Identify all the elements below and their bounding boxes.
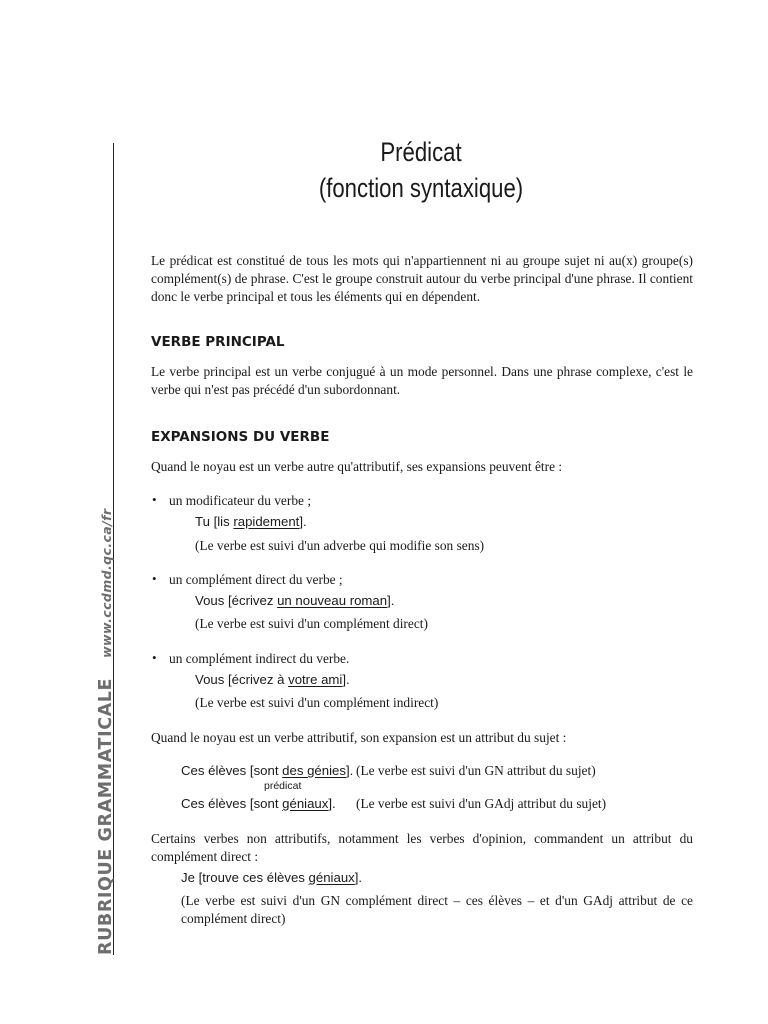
expansions-intro: Quand le noyau est un verbe autre qu'attributif, ses expansions peuvent être : [151,459,563,474]
heading-verbe-principal: VERBE PRINCIPAL [151,334,285,350]
list-item-label: un complément indirect du verbe. [169,651,350,666]
title-line-1: Prédicat [380,137,462,167]
verbe-principal-paragraph: Le verbe principal est un verbe conjugué à un mode personnel. Dans une phrase complexe, c'est le verbe qui n'est pas précédé d'un subordonnant. [151,364,693,397]
bullet-3: • [152,650,157,665]
attributif-intro: Quand le noyau est un verbe attributif, son expansion est un attribut du sujet : [151,730,567,745]
list-item-label: un modificateur du verbe ; [169,493,312,508]
example-sentence: Vous [écrivez un nouveau roman]. [195,593,395,608]
page-title [199,134,643,206]
bullet-2: • [152,571,157,586]
list-item-label: un complément direct du verbe ; [169,572,343,587]
attribut-note-2: (Le verbe est suivi d'un GAdj attribut du sujet) [356,796,607,811]
opinion-example: Je [trouve ces élèves géniaux]. [181,870,363,885]
example-sentence: Tu [lis rapidement]. [195,514,307,529]
intro-paragraph: Le prédicat est constitué de tous les mots qui n'appartiennent ni au groupe sujet ni au(x) groupe(s) complément(s) de phrase. C'est le groupe construit autour du verbe principal d'une phrase. Il contient donc le verbe principal et tous les éléments qui en dépendent. [151,253,693,304]
rubrique-label: RUBRIQUE GRAMMATICALE [96,677,116,955]
example-note: (Le verbe est suivi d'un adverbe qui modifie son sens) [195,538,485,553]
heading-expansions: EXPANSIONS DU VERBE [151,429,330,445]
example-note: (Le verbe est suivi d'un complément indirect) [195,695,439,710]
bullet-1: • [152,492,157,507]
example-sentence: Vous [écrivez à votre ami]. [195,672,350,687]
sidebar-label [96,509,116,956]
opinion-note: (Le verbe est suivi d'un GN complément direct – ces élèves – et d'un GAdj attribut de ce complément direct) [181,893,693,926]
opinion-intro: Certains verbes non attributifs, notamment les verbes d'opinion, commandent un attribut du complément direct : [151,831,693,864]
attribut-note-1: (Le verbe est suivi d'un GN attribut du sujet) [356,763,596,778]
attribut-example-2: Ces élèves [sont géniaux]. [181,796,336,811]
title-line-2: (fonction syntaxique) [318,173,524,203]
attribut-example-1: Ces élèves [sont des génies]. [181,763,354,778]
example-note: (Le verbe est suivi d'un complément direct) [195,616,428,631]
predicat-label: prédicat [264,780,302,792]
site-url: www.ccdmd.qc.ca/fr [99,508,114,658]
